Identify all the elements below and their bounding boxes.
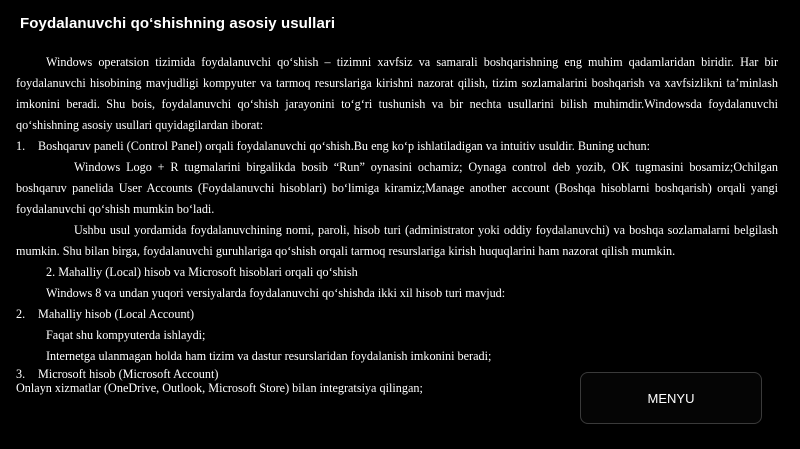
- list-item: [16, 304, 778, 325]
- steps-paragraph: Windows Logo + R tugmalarini birgalikda bosib “Run” oynasini ochamiz; Oynaga control deb yozib, OK tugmasini bosamiz;Ochilgan boshqaruv panelida User Accounts (Foydalanuvchi hisoblari) bo‘limiga kiramiz;Manage another account (Boshqa hisoblarni boshqarish) orqali yangi foydalanuvchi qo‘shish mumkin bo‘ladi.: [16, 160, 778, 216]
- method-description: Ushbu usul yordamida foydalanuvchining nomi, paroli, hisob turi (administrator yoki oddiy foydalanuvchi) va boshqa sozlamalarni belgilash mumkin. Shu bilan birga, foydalanuvchi guruhlariga qo‘shish orqali tarmoq resurslariga kirish huquqlarini ham nazorat qilish mumkin.: [16, 223, 778, 258]
- document-body: [16, 52, 778, 395]
- list-item-text: Boshqaruv paneli (Control Panel) orqali foydalanuvchi qo‘shish.Bu eng ko‘p ishlatiladigan va intuitiv usuldir. Buning uchun:: [38, 139, 650, 153]
- page-title: Foydalanuvchi qo‘shishning asosiy usullari: [20, 15, 336, 32]
- list-number: 3.: [16, 367, 26, 381]
- list-item: [16, 136, 778, 157]
- local-account-detail: Internetga ulanmagan holda ham tizim va dastur resurslaridan foydalanish imkonini beradi;: [46, 349, 492, 363]
- intro-paragraph: Windows operatsion tizimida foydalanuvchi qo‘shish – tizimni xavfsiz va samarali boshqarishning eng muhim qadamlaridan biridir. Har bir foydalanuvchi hisobining mavjudligi kompyuter va tarmoq resurslariga kirishni nazorat qilish, tizim sozlamalarini boshqarish va xavfsizlikni ta’minlash imkonini beradi. Shu bois, foydalanuvchi qo‘shish jarayonini to‘g‘ri tushunish va bir nechta usullarini bilish muhimdir.Windowsda foydalanuvchi qo‘shishning asosiy usullari quyidagilardan iborat:: [16, 55, 778, 132]
- list-number: 1.: [16, 139, 26, 153]
- list-number: 2.: [16, 307, 26, 321]
- account-types-paragraph: Windows 8 va undan yuqori versiyalarda foydalanuvchi qo‘shishda ikki xil hisob turi mavjud:: [46, 286, 506, 300]
- list-item-text: Microsoft hisob (Microsoft Account): [38, 367, 219, 381]
- menu-button[interactable]: MENYU: [580, 372, 762, 424]
- microsoft-account-detail: Onlayn xizmatlar (OneDrive, Outlook, Microsoft Store) bilan integratsiya qilingan;: [16, 381, 423, 395]
- section-heading: 2. Mahalliy (Local) hisob va Microsoft hisoblari orqali qo‘shish: [46, 265, 358, 279]
- list-item-text: Mahalliy hisob (Local Account): [38, 307, 195, 321]
- local-account-detail: Faqat shu kompyuterda ishlaydi;: [46, 328, 206, 342]
